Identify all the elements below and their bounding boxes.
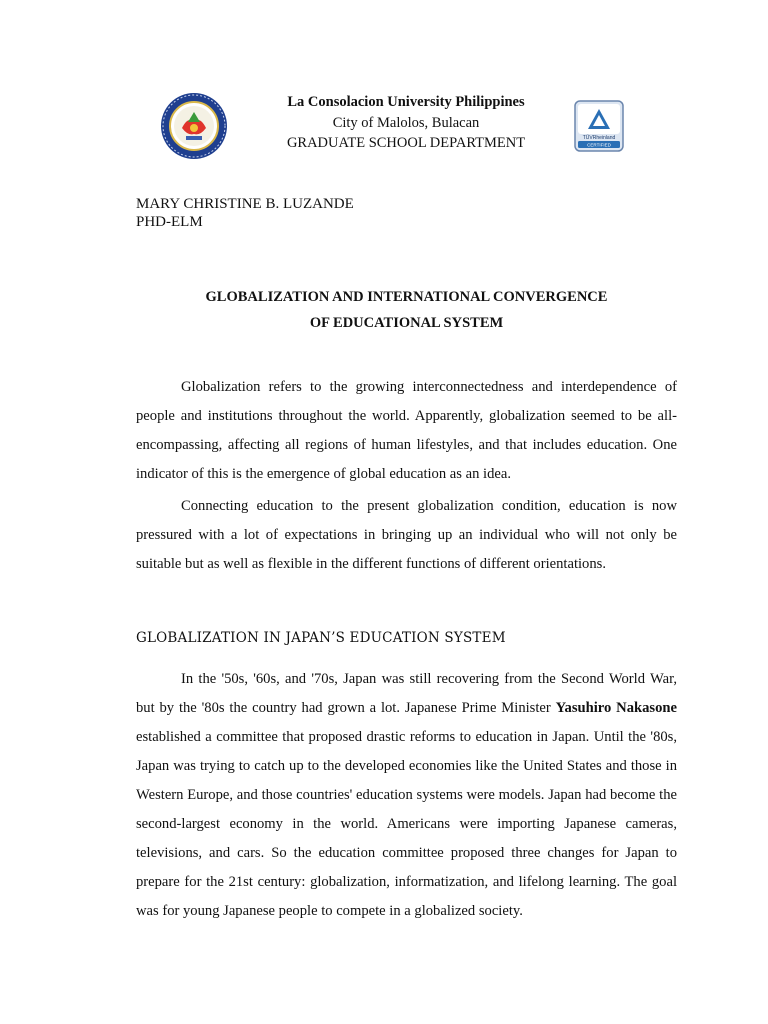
paragraph-1-text: Globalization refers to the growing interconnectedness and interdependence of people and institutions throughout the world. Apparently, globalization seemed to be all-encompassing, affecting all regions of human lifestyles, and that includes education. One indicator of this is the emergence of global education as an idea. [136, 379, 677, 482]
university-city: City of Malolos, Bulacan [332, 114, 480, 131]
paragraph-3-part-1: In the '50s, '60s, and '70s, Japan was still recovering from the Second World War, but by the '80s the country had grown a lot. Japanese Prime Minister [136, 671, 677, 716]
paragraph-2-text: Connecting education to the present globalization condition, education is now pressured with a lot of expectations in bringing up an individual who will not only be suitable but as well as flexible in the different functions of different orientations. [136, 498, 677, 572]
university-seal-icon [160, 92, 228, 160]
paragraph-3 [136, 665, 677, 926]
section-heading: GLOBALIZATION IN JAPAN’S EDUCATION SYSTEM [136, 630, 506, 646]
tuv-brand-text: TÜVRheinland [582, 135, 616, 141]
paragraph-2 [136, 492, 677, 579]
university-name: La Consolacion University Philippines [287, 94, 525, 110]
letterhead [236, 92, 576, 154]
department-name: GRADUATE SCHOOL DEPARTMENT [286, 135, 526, 151]
paragraph-1 [136, 373, 677, 489]
prime-minister-name: Yasuhiro Nakasone [555, 700, 677, 716]
author-block [136, 195, 354, 231]
paragraph-3-text [136, 665, 677, 926]
author-program: PHD-ELM [136, 214, 203, 230]
document-title [136, 284, 677, 336]
title-line-1: GLOBALIZATION AND INTERNATIONAL CONVERGENCE [205, 289, 608, 305]
tuv-certified-label: CERTIFIED [587, 142, 611, 148]
tuv-certified-icon [574, 100, 624, 152]
title-line-2: OF EDUCATIONAL SYSTEM [309, 315, 504, 331]
author-name: MARY CHRISTINE B. LUZANDE [136, 196, 354, 212]
paragraph-3-part-2: established a committee that proposed drastic reforms to education in Japan. Until the '80s, Japan was trying to catch up to the developed economies like the United States and those in Western Europe, and those countries' education systems were models. Japan had become the second-largest economy in the world. Americans were importing Japanese cameras, televisions, and cars. So the education committee proposed three changes for Japan to prepare for the 21st century: globalization, informatization, and lifelong learning. The goal was for young Japanese people to compete in a globalized society. [136, 729, 677, 919]
